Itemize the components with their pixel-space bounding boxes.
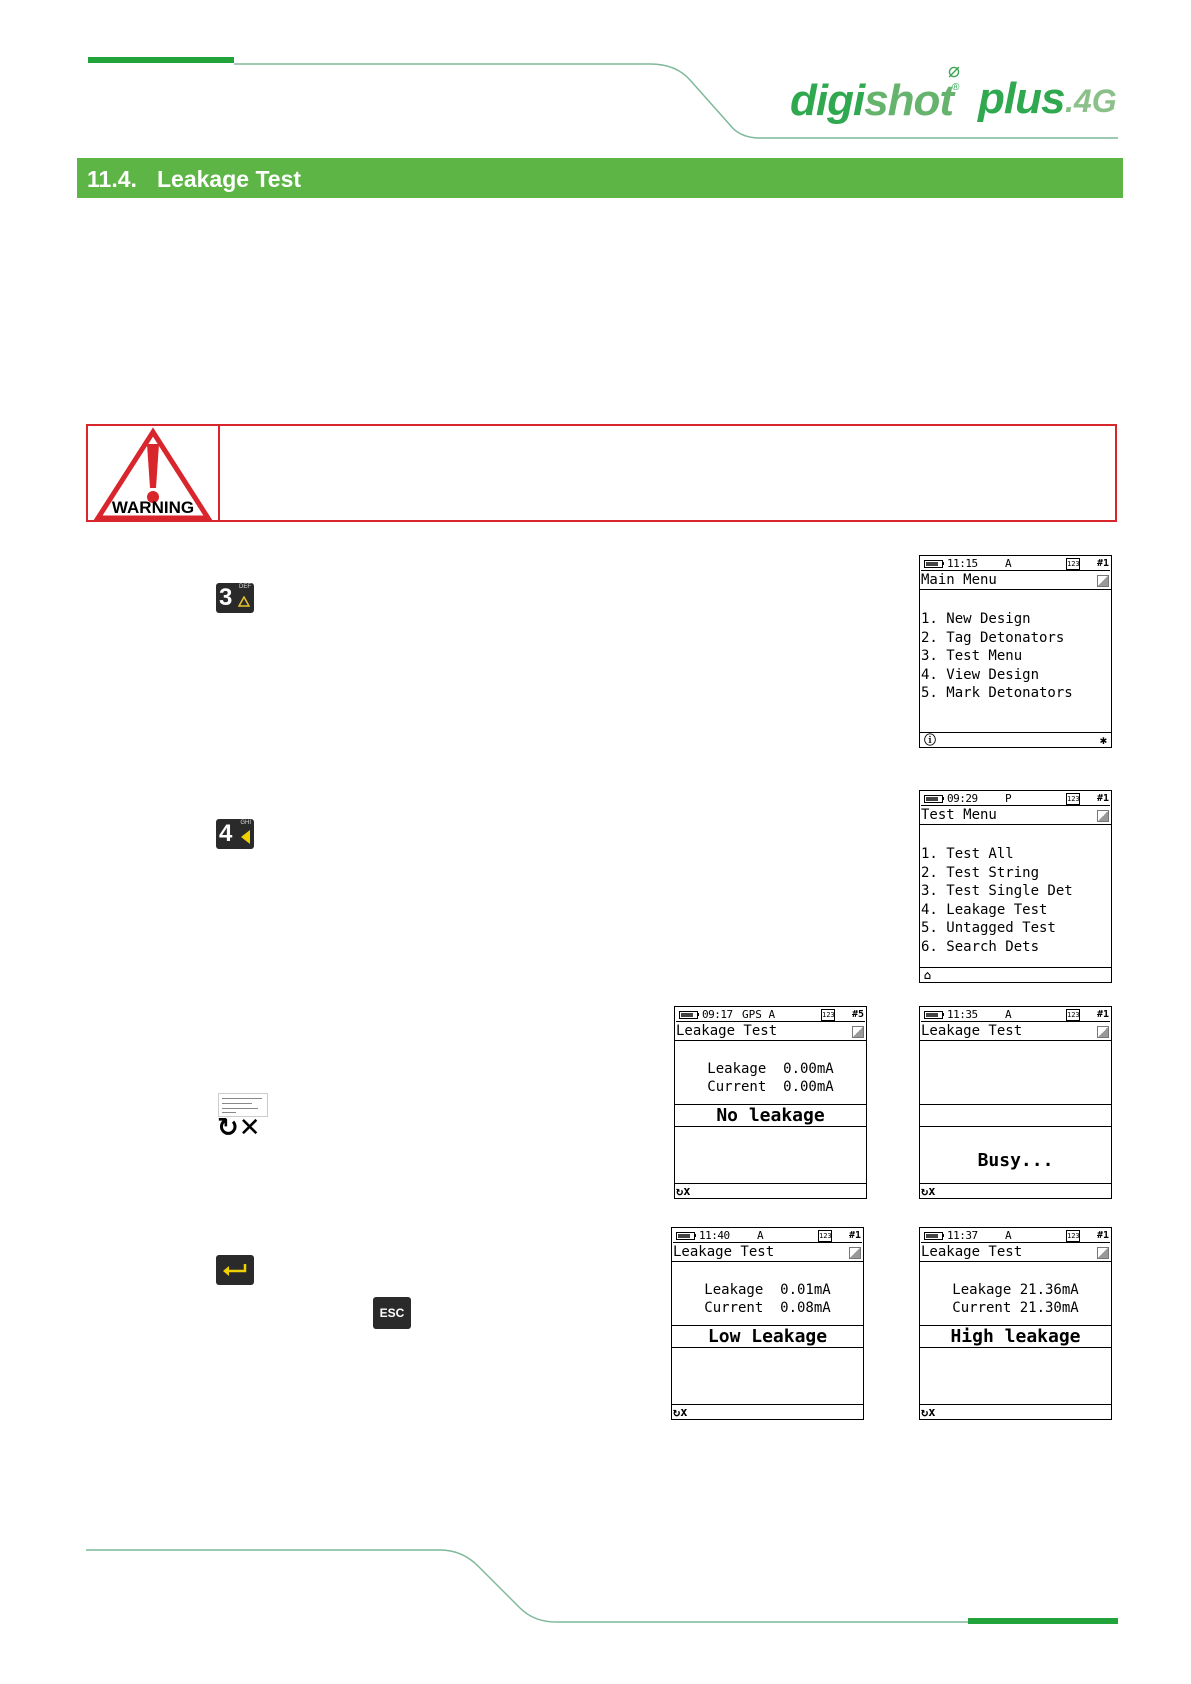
footer-line	[0, 1540, 1191, 1640]
input-mode-icon: 123	[1067, 1011, 1080, 1019]
menu-list	[921, 845, 1073, 956]
corner-icon	[852, 1026, 864, 1038]
softkey-bar	[920, 1404, 1111, 1419]
status-number: #5	[851, 1009, 864, 1020]
leakage-result: Low Leakage	[672, 1325, 863, 1348]
menu-item[interactable]: 5. Mark Detonators	[921, 685, 1073, 701]
status-number: #1	[1096, 1009, 1109, 1020]
info-icon[interactable]: ⓘ	[924, 733, 937, 747]
warning-label: WARNING	[111, 498, 195, 517]
status-number: #1	[848, 1230, 861, 1241]
menu-item[interactable]: 4. Leakage Test	[921, 901, 1048, 918]
section-heading	[77, 158, 1123, 198]
status-bar	[921, 1229, 1110, 1243]
status-number: #1	[1096, 558, 1109, 569]
logo-4g-text: .4G	[1065, 83, 1117, 119]
menu-item[interactable]: 1. New Design	[921, 611, 1031, 627]
status-mode: GPS A	[742, 1008, 776, 1021]
battery-icon	[676, 1232, 695, 1240]
home-icon[interactable]: ⌂	[924, 968, 932, 982]
screen-title: Leakage Test	[920, 1243, 1111, 1262]
enter-arrow-icon	[221, 1262, 249, 1278]
input-mode-icon: 123	[1067, 795, 1080, 803]
leakage-result: High leakage	[920, 1325, 1111, 1348]
warning-small-icon	[238, 596, 250, 607]
header-accent-bar	[88, 57, 234, 63]
status-number: #1	[1096, 793, 1109, 804]
status-mode: A	[1005, 1008, 1012, 1021]
current-value: Current 0.08mA	[704, 1300, 831, 1316]
screen-title: Leakage Test	[675, 1022, 866, 1041]
logo-mark-icon: ⌀	[948, 58, 961, 82]
battery-icon	[924, 560, 943, 568]
current-value: Current 0.00mA	[707, 1079, 834, 1095]
key-3-icon: 3 DEF	[216, 583, 254, 613]
status-bar	[921, 557, 1110, 571]
logo-digishot-text: digishot	[790, 76, 954, 125]
menu-item[interactable]: 2. Test String	[921, 864, 1040, 881]
battery-icon	[924, 1232, 943, 1240]
retest-cancel-icon[interactable]: ↻x	[921, 1405, 936, 1419]
busy-text: Busy...	[977, 1150, 1054, 1171]
corner-icon	[1097, 1247, 1109, 1259]
softkey-bar	[920, 732, 1111, 747]
corner-icon	[1097, 810, 1109, 822]
menu-item[interactable]: 3. Test Menu	[921, 648, 1023, 664]
menu-item[interactable]: 1. Test All	[921, 846, 1014, 862]
status-mode: A	[1005, 1229, 1012, 1242]
menu-item[interactable]: 6. Search Dets	[921, 938, 1040, 955]
screen-low-leakage	[671, 1227, 864, 1420]
retest-cancel-icon[interactable]: ↻x	[921, 1184, 936, 1198]
screen-main-menu	[919, 555, 1112, 748]
leakage-value: Leakage 0.00mA	[707, 1061, 834, 1077]
battery-icon	[924, 795, 943, 803]
esc-key-icon: ESC	[373, 1297, 411, 1329]
screen-title: Leakage Test	[672, 1243, 863, 1262]
retest-cancel-icon[interactable]: ↻x	[673, 1405, 688, 1419]
result-band	[920, 1104, 1111, 1127]
warning-callout	[86, 424, 1117, 522]
status-time: 11:40	[699, 1229, 730, 1242]
input-mode-icon: 123	[1067, 1232, 1080, 1240]
logo-plus-text: plus	[978, 74, 1065, 123]
menu-item[interactable]: 2. Tag Detonators	[921, 629, 1065, 646]
retest-cancel-icon[interactable]: ↻x	[676, 1184, 691, 1198]
status-number: #1	[1096, 1230, 1109, 1241]
status-time: 11:35	[947, 1008, 978, 1021]
softkey-bar	[920, 967, 1111, 982]
corner-icon	[1097, 575, 1109, 587]
corner-icon	[1097, 1026, 1109, 1038]
screen-title: Leakage Test	[920, 1022, 1111, 1041]
status-time: 09:29	[947, 792, 978, 805]
softkey-bar	[675, 1183, 866, 1198]
input-mode-icon: 123	[1067, 560, 1080, 568]
battery-icon	[679, 1011, 698, 1019]
leakage-value: Leakage 21.36mA	[952, 1282, 1079, 1298]
status-mode: P	[1005, 792, 1012, 805]
status-bar	[921, 792, 1110, 806]
screen-high-leakage	[919, 1227, 1112, 1420]
battery-icon	[924, 1011, 943, 1019]
screen-busy	[919, 1006, 1112, 1199]
leakage-result: No leakage	[675, 1104, 866, 1127]
menu-item[interactable]: 5. Untagged Test	[921, 920, 1056, 936]
section-title: Leakage Test	[157, 166, 302, 192]
menu-list	[921, 610, 1073, 703]
logo-registered-mark: ®	[952, 82, 960, 93]
input-mode-icon: 123	[822, 1011, 835, 1019]
screen-title: Test Menu	[920, 806, 1111, 825]
warning-triangle-icon	[88, 426, 218, 520]
menu-item[interactable]: 4. View Design	[921, 666, 1040, 683]
status-bar	[676, 1008, 865, 1022]
status-mode: A	[1005, 557, 1012, 570]
softkey-bar	[672, 1404, 863, 1419]
digishot-logo	[790, 58, 1120, 128]
screen-test-menu	[919, 790, 1112, 983]
refresh-close-icon: ↻✕	[217, 1113, 261, 1143]
status-bar	[921, 1008, 1110, 1022]
settings-gear-icon[interactable]: ✱	[1099, 733, 1107, 747]
enter-key-icon	[216, 1255, 254, 1285]
status-time: 09:17	[702, 1008, 733, 1021]
screen-title: Main Menu	[920, 571, 1111, 590]
left-arrow-icon	[239, 829, 251, 845]
input-mode-icon: 123	[819, 1232, 832, 1240]
status-bar	[673, 1229, 862, 1243]
menu-item[interactable]: 3. Test Single Det	[921, 883, 1073, 899]
leakage-value: Leakage 0.01mA	[704, 1282, 831, 1298]
status-time: 11:15	[947, 557, 978, 570]
current-value: Current 21.30mA	[952, 1300, 1079, 1316]
softkey-bar	[920, 1183, 1111, 1198]
key-4-icon: 4 GHI	[216, 819, 254, 849]
status-mode: A	[757, 1229, 764, 1242]
corner-icon	[849, 1247, 861, 1259]
screen-no-leakage	[674, 1006, 867, 1199]
section-number: 11.4.	[87, 166, 137, 192]
status-time: 11:37	[947, 1229, 978, 1242]
warning-icon-cell	[88, 426, 220, 520]
